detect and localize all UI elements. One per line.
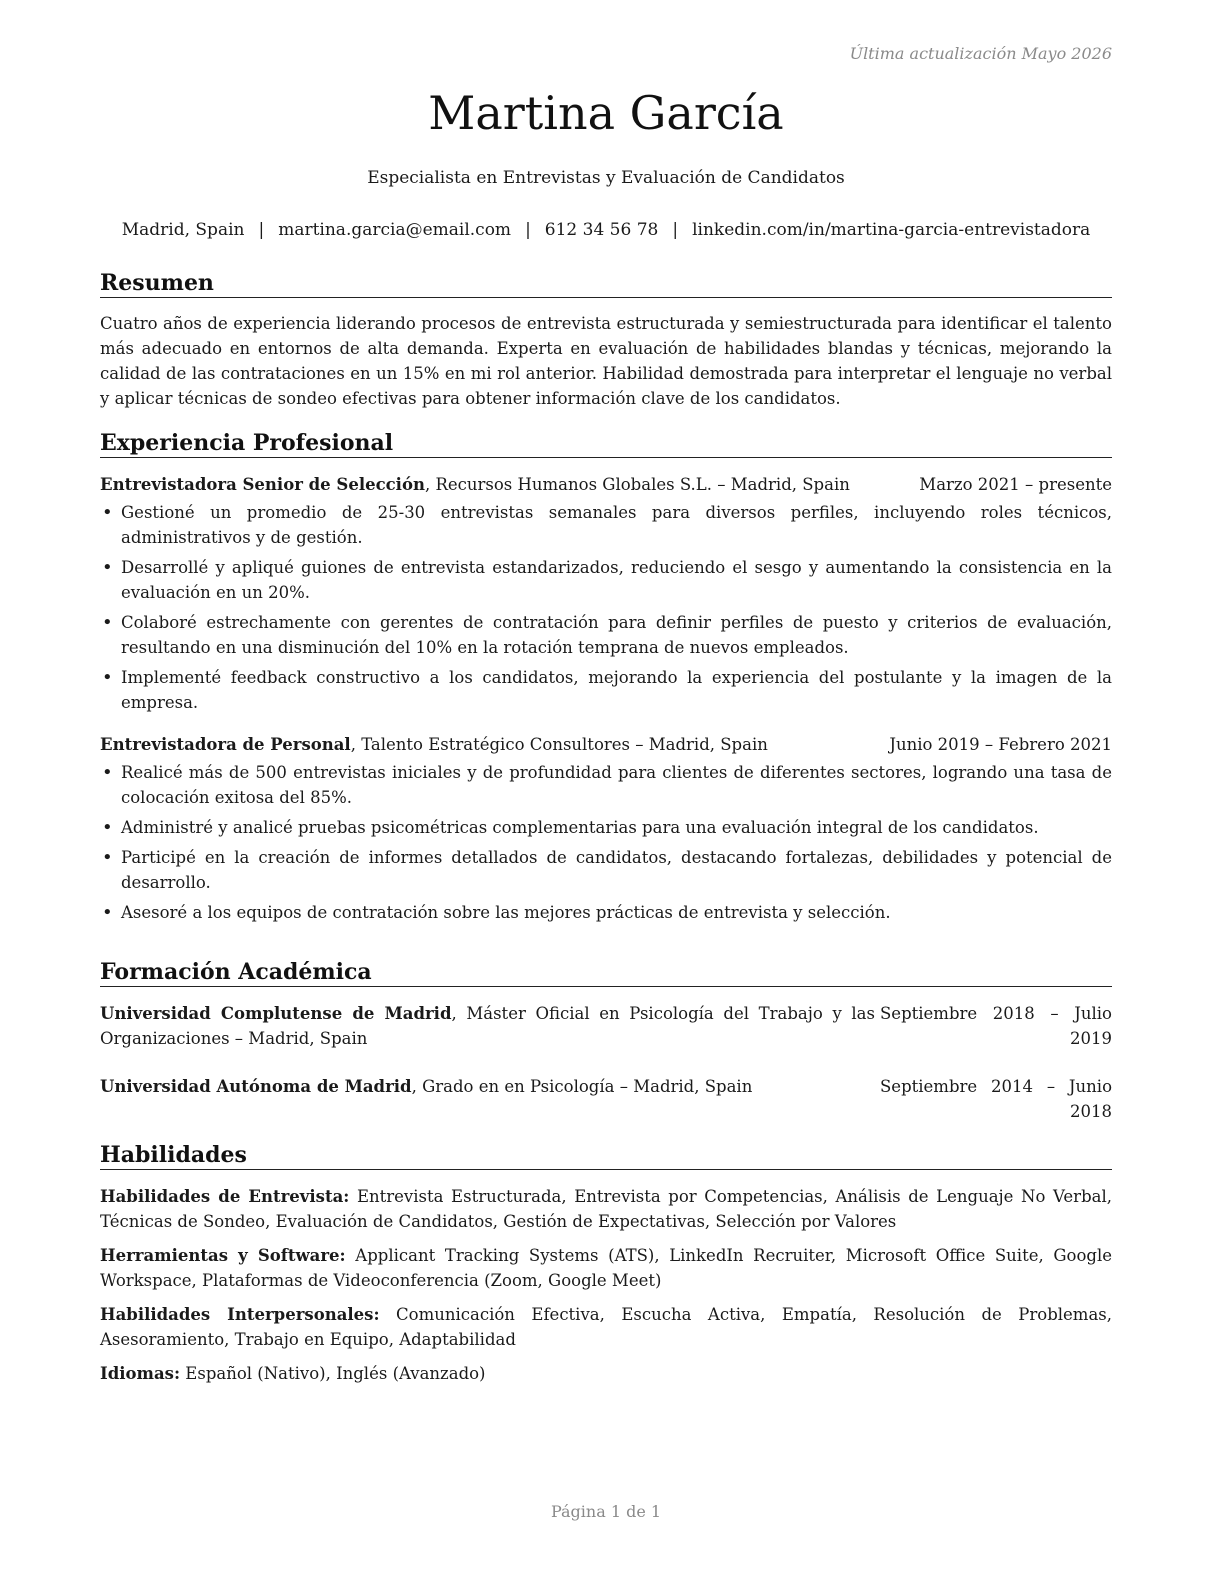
job-company: , Talento Estratégico Consultores – Madrid, Spain	[350, 735, 768, 754]
skills-section	[100, 1142, 1112, 1395]
candidate-title: Especialista en Entrevistas y Evaluación de Candidatos	[367, 168, 845, 188]
section-title: Resumen	[100, 270, 1112, 298]
job-entry	[100, 732, 1112, 925]
education-section	[100, 959, 1112, 1124]
experience-section	[100, 430, 1112, 930]
last-updated: Última actualización Mayo 2026	[849, 44, 1112, 63]
skill-text: Applicant Tracking Systems (ATS), LinkedIn Recruiter, Microsoft Office Suite, Google Workspace, Plataformas de Videoconferencia (Zoom, Google Meet)	[100, 1246, 1112, 1290]
skill-text: Español (Nativo), Inglés (Avanzado)	[180, 1364, 486, 1383]
skill-text: Entrevista Estructurada, Entrevista por Competencias, Análisis de Lenguaje No Verbal, Técnicas de Sondeo, Evaluación de Candidatos, Gestión de Expectativas, Selección por Valores	[100, 1187, 1112, 1231]
contact-separator: |	[672, 220, 679, 240]
list-item: • Desarrollé y apliqué guiones de entrevista estandarizados, reduciendo el sesgo y aumentando la consistencia en la evaluación en un 20%.	[100, 555, 1112, 605]
skill-label: Idiomas:	[100, 1364, 181, 1383]
list-item: • Participé en la creación de informes detallados de candidatos, destacando fortalezas, debilidades y potencial de desarrollo.	[100, 845, 1112, 895]
skill-label: Herramientas y Software:	[100, 1246, 346, 1265]
skill-text: Comunicación Efectiva, Escucha Activa, Empatía, Resolución de Problemas, Asesoramiento, Trabajo en Equipo, Adaptabilidad	[100, 1305, 1112, 1349]
skill-group	[100, 1302, 1112, 1352]
education-detail: , Grado en en Psicología – Madrid, Spain	[411, 1077, 753, 1096]
education-entry	[100, 1074, 1112, 1124]
job-role: Entrevistadora de Personal	[100, 735, 351, 754]
list-item: • Colaboré estrechamente con gerentes de contratación para definir perfiles de puesto y criterios de evaluación, resultando en una disminución del 10% en la rotación temprana de nuevos empleados.	[100, 610, 1112, 660]
skill-group	[100, 1361, 1112, 1386]
list-item: • Implementé feedback constructivo a los candidatos, mejorando la experiencia del postulante y la imagen de la empresa.	[100, 665, 1112, 715]
list-item: • Gestioné un promedio de 25-30 entrevistas semanales para diversos perfiles, incluyendo roles técnicos, administrativos y de gestión.	[100, 500, 1112, 550]
job-role: Entrevistadora Senior de Selección	[100, 475, 425, 494]
job-header	[100, 472, 1112, 497]
contact-location: Madrid, Spain	[121, 220, 245, 240]
education-detail: , Máster Oficial en Psicología del Trabajo y las Organizaciones – Madrid, Spain	[100, 1004, 875, 1048]
education-school: Universidad Autónoma de Madrid	[100, 1077, 412, 1096]
education-dates: Septiembre 2014 – Junio 2018	[880, 1077, 1112, 1121]
job-bullets	[100, 500, 1112, 715]
skill-group	[100, 1184, 1112, 1234]
skill-label: Habilidades de Entrevista:	[100, 1187, 350, 1206]
job-bullets	[100, 760, 1112, 925]
section-title: Formación Académica	[100, 959, 1112, 987]
list-item: • Realicé más de 500 entrevistas iniciales y de profundidad para clientes de diferentes sectores, logrando una tasa de colocación exitosa del 85%.	[100, 760, 1112, 810]
section-title: Experiencia Profesional	[100, 430, 1112, 458]
page-number: Página 1 de 1	[550, 1502, 662, 1521]
contact-separator: |	[258, 220, 265, 240]
skill-group	[100, 1243, 1112, 1293]
contact-email[interactable]: martina.garcia@email.com	[278, 220, 512, 240]
job-header	[100, 732, 1112, 757]
job-entry	[100, 472, 1112, 715]
resume-page	[100, 0, 1112, 1584]
list-item: • Asesoré a los equipos de contratación sobre las mejores prácticas de entrevista y selección.	[100, 900, 1112, 925]
candidate-name: Martina García	[428, 86, 784, 140]
job-dates: Junio 2019 – Febrero 2021	[889, 735, 1112, 754]
contact-phone[interactable]: 612 34 56 78	[544, 220, 659, 240]
education-entry	[100, 1001, 1112, 1051]
education-dates: Septiembre 2018 – Julio 2019	[880, 1004, 1112, 1048]
summary-section	[100, 270, 1112, 411]
contact-line	[100, 220, 1112, 240]
contact-separator: |	[525, 220, 531, 240]
job-company: , Recursos Humanos Globales S.L. – Madrid, Spain	[424, 475, 850, 494]
contact-linkedin[interactable]: linkedin.com/in/martina-garcia-entrevistadora	[692, 220, 1091, 240]
skill-label: Habilidades Interpersonales:	[100, 1305, 380, 1324]
list-item: • Administré y analicé pruebas psicométricas complementarias para una evaluación integral de los candidatos.	[100, 815, 1112, 840]
skills-list	[100, 1184, 1112, 1386]
summary-text: Cuatro años de experiencia liderando procesos de entrevista estructurada y semiestructurada para identificar el talento más adecuado en entornos de alta demanda. Experta en evaluación de habilidades blandas y técnicas, mejorando la calidad de las contrataciones en un 15% en mi rol anterior. Habilidad demostrada para interpretar el lenguaje no verbal y aplicar técnicas de sondeo efectivas para obtener información clave de los candidatos.	[100, 314, 1112, 408]
section-title: Habilidades	[100, 1142, 1112, 1170]
education-school: Universidad Complutense de Madrid	[100, 1004, 452, 1023]
job-dates: Marzo 2021 – presente	[919, 475, 1112, 494]
